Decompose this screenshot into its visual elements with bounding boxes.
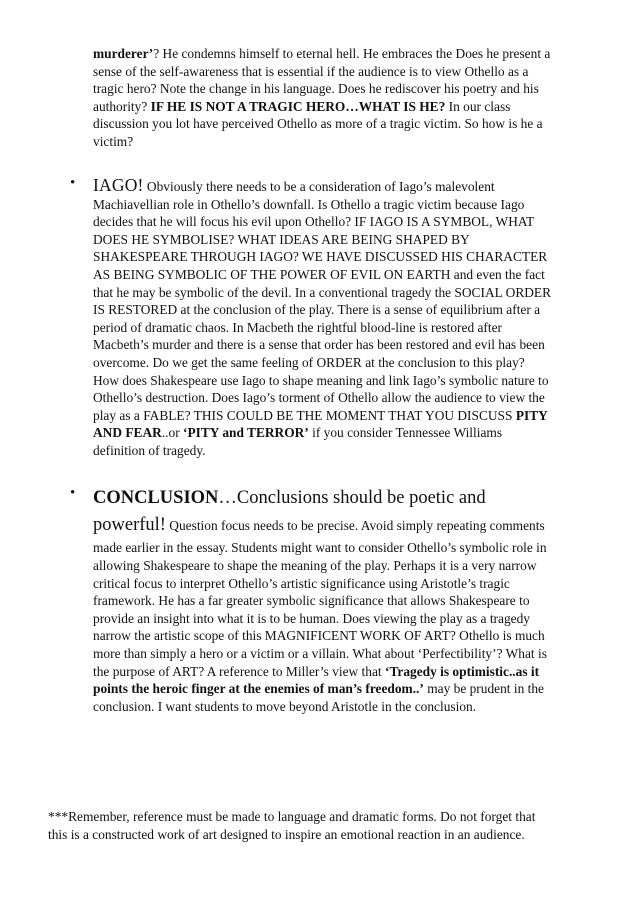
iago-tail: if you consider Tennessee Williams definition of tragedy.	[93, 425, 503, 458]
iago-mid: ..or	[161, 425, 184, 441]
iago-body: Obviously there needs to be a consideration of Iago’s malevolent Machiavellian role in Othello’s downfall. Is Othello a tragic victim because Iago decides that he will focus his evil upon Othello? IF IAGO IS A SYMBOL, WHAT DOES HE SYMBOLISE? WHAT IDEAS ARE BEING SHAPED BY SHAKESPEARE THROUGH IAGO? WE HAVE DISCUSSED HIS CHARACTER AS BEING SYMBOLIC OF THE POWER OF EVIL ON EARTH and even the fact that he may be symbolic of the devil. In a conventional tragedy the SOCIAL ORDER IS RESTORED at the conclusion of the play. There is a sense of equilibrium after a period of dramatic chaos. In Macbeth the rightful blood-line is restored after Macbeth’s murder and there is a sense that order has been restored and evil has been overcome. Do we get the same feeling of ORDER at the conclusion to this play? How does Shakespeare use Iago to shape meaning and link Iago’s symbolic nature to Othello’s destruction. Does Iago’s torment of Othello allow the audience to view the play as a FABLE? THIS COULD BE THE MOMENT THAT YOU DISCUSS	[93, 178, 552, 423]
paragraph-continuation	[93, 45, 560, 151]
bullet-list	[48, 175, 560, 716]
continuation-run-2: In our class discussion you lot have perceived Othello as more of a tragic victim. So how is he a victim?	[93, 98, 543, 149]
footnote-remember: ***Remember, reference must be made to language and dramatic forms. Do not forget that this is a constructed work of art designed to inspire an emotional reaction in an audience.	[48, 809, 536, 842]
conclusion-body-2: may be prudent in the conclusion. I want students to move beyond Aristotle in the conclusion.	[93, 681, 544, 714]
document-body	[48, 45, 560, 715]
iago-heading: IAGO!	[93, 174, 144, 195]
conclusion-bold-miller-quote: ‘Tragedy is optimistic..as it points the heroic finger at the enemies of man’s freedom..’	[93, 663, 540, 697]
conclusion-body-1: Question focus needs to be precise. Avoid simply repeating comments made earlier in the essay. Students might want to consider Othello’s symbolic role in allowing Shakespeare to shape the meaning of the play. Perhaps it is a very narrow critical focus to interpret Othello’s artistic significance using Aristotle’s tragic framework. He has a far greater symbolic significance that allows Shakespeare to provide an insight into what it is to be human. Does viewing the play as a tragedy narrow the artistic scope of this MAGNIFICENT WORK OF ART? Othello is much more than simply a hero or a victim or a villain. What about ‘Perfectibility’? What is the purpose of ART? A reference to Miller’s view that	[93, 518, 547, 679]
continuation-bold-opening: murderer’	[93, 46, 154, 61]
iago-bold-pity-and-fear: PITY AND FEAR	[93, 407, 548, 441]
continuation-bold-question: IF HE IS NOT A TRAGIC HERO…WHAT IS HE?	[150, 98, 446, 114]
continuation-run-1: ? He condemns himself to eternal hell. He embraces the Does he present a sense of the self-awareness that is essential if the audience is to view Othello as a tragic hero? Note the change in his language. Does he rediscover his poetry and his authority?	[93, 46, 551, 114]
conclusion-heading-bold: CONCLUSION	[93, 488, 219, 509]
conclusion-heading-rest: …Conclusions should be poetic and powerful!	[93, 488, 486, 536]
list-item-iago	[93, 175, 560, 460]
list-item-conclusion	[93, 485, 560, 715]
iago-bold-pity-and-terror: ‘PITY and TERROR’	[183, 425, 309, 441]
